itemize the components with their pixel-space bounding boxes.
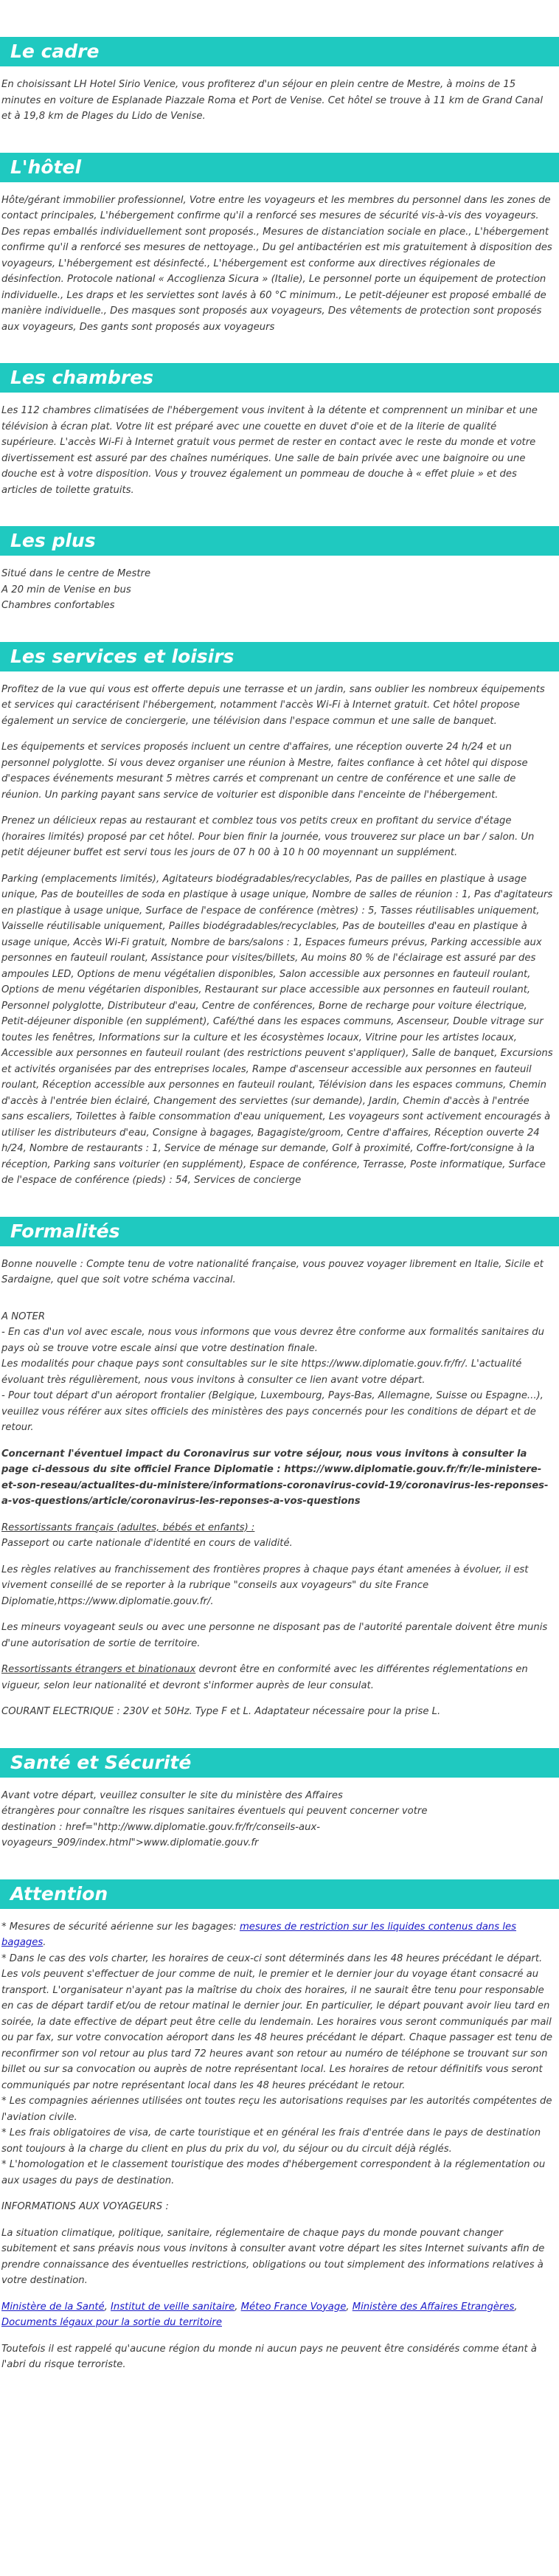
services-paragraph: Prenez un délicieux repas au restaurant et comblez tous vos petits creux en profitant du service d'étage (horaires limités) proposé par cet hôtel. Pour bien finir la journée, vous trouverez sur place un bar / salon. Un petit déjeuner buffet est servi tous les jours de 07 h 00 à 10 h 00 moyennant un supplément. [1,815,535,858]
info-text: La situation climatique, politique, sanitaire, réglementaire de chaque pays du monde pouvant changer subitement et sans préavis nous vous invitons à consulter avant votre départ les sites Internet suivants afin de prendre connaissance des éventuelles restrictions, obligations ou tout simplement des informations relatives à votre destination. [1,2227,545,2286]
attention-p1 [1,1919,553,1951]
section-title-attention: Attention [0,1879,559,1909]
section-title-cadre: Le cadre [0,37,559,66]
page [0,37,559,2373]
foreign-rest: devront être en conformité avec les différentes réglementations en vigueur, selon leur nationalité et devront s'informer auprès de leur consulat. [1,1664,528,1691]
link-ministere-sante[interactable]: Ministère de la Santé [1,2301,105,2313]
final-text: Toutefois il est rappelé qu'aucune région du monde ni aucun pays ne peuvent être considérés comme étant à l'abri du risque terroriste. [1,2343,537,2370]
electric-text: COURANT ELECTRIQUE : 230V et 50Hz. Type F et L. Adaptateur nécessaire pour la prise L. [1,1706,441,1717]
section-cadre [0,37,559,125]
section-title-chambres: Les chambres [0,363,559,393]
section-title-plus: Les plus [0,526,559,556]
chambres-text: Les 112 chambres climatisées de l'hébergement vous invitent à la détente et comprennent un minibar et une télévision à écran plat. Votre lit est préparé avec une couette en duvet d'oie et de la literie de qualité supérieure. L'accès Wi-Fi à Internet gratuit vous permet de rester en contact avec le reste du monde et votre divertissement est assuré par des chaînes numériques. Une salle de bain privée avec une baignoire ou une douche est à votre disposition. Vous y trouvez également un pommeau de douche à « effet pluie » et des articles de toilette gratuits. [1,405,538,496]
foreign-heading: Ressortissants étrangers et binationaux [1,1664,196,1675]
section-formalites [0,1217,559,1720]
plus-item: Chambres confortables [1,600,115,611]
plus-item: A 20 min de Venise en bus [1,584,131,595]
section-title-hotel: L'hôtel [0,153,559,182]
attention-p5: * L'homologation et le classement touristique des modes d'hébergement correspondent à la réglementation ou aux usages du pays de destination. [1,2159,546,2186]
attention-p2: * Dans le cas des vols charter, les horaires de ceux-ci sont déterminés dans les 48 heures précédant le départ. Les vols peuvent s'effectuer de jour comme de nuit, le premier et le dernier jour du voyage étant consacré au transport. L'organisateur n'ayant pas la maîtrise du choix des horaires, il ne saurait être tenu pour responsable en cas de départ tardif et/ou de retour matinal le dernier jour. En particulier, le départ pouvant avoir lieu tard en soirée, la date effective de départ peut être celle du lendemain. Les horaires vous seront communiqués par mail ou par fax, sur votre convocation aéroport dans les 48 heures précédant le départ. Chaque passager est tenu de reconfirmer son vol retour au plus tard 72 heures avant son retour au numéro de téléphone se trouvant sur son billet ou sur sa convocation ou auprès de notre représentant local. Les horaires de retour définitifs vous seront communiqués par notre représentant local dans les 48 heures précédant le retour. [1,1952,552,2091]
services-paragraph: Parking (emplacements limités), Agitateurs biodégradables/recyclables, Pas de pailles en plastique à usage unique, Pas de bouteilles de soda en plastique à usage unique, Nombre de salles de réunion : 1, Pas d'agitateurs en plastique à usage unique, Surface de l'espace de conférence (mètres) : 5, Tasses réutilisables uniquement, Vaisselle réutilisable uniquement, Pailles biodégradables/recyclables, Pas de bouteilles d'eau en plastique à usage unique, Accès Wi-Fi gratuit, Nombre de bars/salons : 1, Espaces fumeurs prévus, Parking accessible aux personnes en fauteuil roulant, Assistance pour visites/billets, Au moins 80 % de l'éclairage est assuré par des ampoules LED, Options de menu végétalien disponibles, Salon accessible aux personnes en fauteuil roulant, Options de menu végétarien disponibles, Restaurant sur place accessible aux personnes en fauteuil roulant, Personnel polyglotte, Distributeur d'eau, Centre de conférences, Borne de recharge pour voiture électrique, Petit-déjeuner disponible (en supplément), Café/thé dans les espaces communs, Ascenseur, Double vitrage sur toutes les fenêtres, Informations sur la culture et les écosystèmes locaux, Vitrine pour les artistes locaux, Accessible aux personnes en fauteuil roulant (des restrictions peuvent s'appliquer), Salle de banquet, Excursions et activités organisées par des entreprises locales, Rampe d'ascenseur accessible aux personnes en fauteuil roulant, Réception accessible aux personnes en fauteuil roulant, Télévision dans les espaces communs, Chemin d'accès à l'entrée bien éclairé, Changement des serviettes (sur demande), Jardin, Chemin d'accès à l'entrée sans escaliers, Toilettes à faible consommation d'eau uniquement, Les voyageurs sont activement encouragés à utiliser les distributeurs d'eau, Consigne à bagages, Bagagiste/groom, Centre d'affaires, Réception ouverte 24 h/24, Nombre de restaurants : 1, Service de ménage sur demande, Golf à proximité, Coffre-fort/consigne à la réception, Parking sans voiturier (en supplément), Espace de conférence, Terrasse, Poste informatique, Surface de l'espace de conférence (pieds) : 54, Services de concierge [1,873,553,1186]
link-affaires-etrangeres[interactable]: Ministère des Affaires Etrangères [352,2301,515,2313]
foreign-text [1,1662,553,1693]
note-line: - Pour tout départ d'un aéroport frontalier (Belgique, Luxembourg, Pays-Bas, Allemagne, Suisse ou Espagne...), veuillez vous référer aux sites officiels des ministères des pays concernés pour les conditions de départ et de retour. [1,1390,544,1433]
link-meteo-france[interactable]: Méteo France Voyage [240,2301,347,2313]
services-paragraph: Profitez de la vue qui vous est offerte depuis une terrasse et un jardin, sans oublier les nombreux équipements et services qui caractérisent l'hébergement, notamment l'accès Wi-Fi à Internet gratuit. Cet hôtel propose également un service de conciergerie, une télévision dans l'espace commun et une salle de banquet. [1,683,545,727]
fr-heading: Ressortissants français (adultes, bébés et enfants) : [1,1522,255,1533]
section-hotel [0,153,559,336]
formalites-intro: Bonne nouvelle : Compte tenu de votre nationalité française, vous pouvez voyager librement en Italie, Sicile et Sardaigne, quel que soit votre schéma vaccinal. [1,1258,544,1285]
attention-p1-prefix: * Mesures de sécurité aérienne sur les bagages: [1,1921,240,1933]
note-line: - En cas d'un vol avec escale, nous vous informons que vous devrez être conforme aux formalités sanitaires du pays où se trouve votre escale ainsi que votre destination finale. [1,1327,545,1354]
link-documents-legaux[interactable]: Documents légaux pour la sortie du territoire [1,2317,222,2328]
minors-text: Les mineurs voyageant seuls ou avec une personne ne disposant pas de l'autorité parentale doivent être munis d'une autorisation de sortie de territoire. [1,1622,548,1649]
plus-item: Situé dans le centre de Mestre [1,568,151,579]
note-heading: A NOTER [1,1311,46,1322]
attention-p3: * Les compagnies aériennes utilisées ont toutes reçu les autorisations requises par les autorités compétentes de l'aviation civile. [1,2096,552,2123]
section-services [0,642,559,1189]
attention-p4: * Les frais obligatoires de visa, de carte touristique et en général les frais d'entrée dans le pays de destination sont toujours à la charge du client en plus du prix du vol, du séjour ou du circuit déjà réglés. [1,2127,541,2155]
info-links: Ministère de la Santé, Institut de veille sanitaire, Méteo France Voyage, Ministère des Affaires Etrangères, Documents légaux pour la sortie du territoire [1,2301,518,2328]
section-plus [0,526,559,614]
hotel-text: Hôte/gérant immobilier professionnel, Votre entre les voyageurs et les membres du personnel dans les zones de contact principales, L'hébergement confirme qu'il a renforcé ses mesures de sécurité vis-à-vis des voyageurs. Des repas emballés individuellement sont proposés., Mesures de distanciation sociale en place., L'hébergement confirme qu'il a renforcé ses mesures de nettoyage., Du gel antibactérien est mis gratuitement à disposition des voyageurs, L'hébergement est désinfecté., L'hébergement est conforme aux directives régionales de désinfection. Protocole national « Accoglienza Sicura » (Italie), Le personnel porte un équipement de protection individuelle., Les draps et les serviettes sont lavés à 60 °C minimum., Le petit-déjeuner est proposé emballé de manière individuelle., Des masques sont proposés aux voyageurs, Des vêtements de protection sont proposés aux voyageurs, Des gants sont proposés aux voyageurs [1,194,552,333]
cadre-text: En choisissant LH Hotel Sirio Venice, vous profiterez d'un séjour en plein centre de Mestre, à moins de 15 minutes en voiture de Esplanade Piazzale Roma et Port de Venise. Cet hôtel se trouve à 11 km de Grand Canal et à 19,8 km de Plages du Lido de Venise. [1,79,543,122]
section-title-sante: Santé et Sécurité [0,1748,559,1778]
attention-p1-suffix: . [43,1937,46,1948]
info-heading: INFORMATIONS AUX VOYAGEURS : [1,2201,169,2212]
covid-notice: Concernant l'éventuel impact du Coronavirus sur votre séjour, nous vous invitons à consulter la page ci-dessous du site officiel France Diplomatie : https://www.diplomatie.gouv.fr/fr/le-ministere-et-son-reseau/actualites-du-ministere/informations-coronavirus-covid-19/coronavirus-les-reponses-a-vos-questions/article/coronavirus-les-reponses-a-vos-questions [1,1448,549,1507]
sante-line: étrangères pour connaître les risques sanitaires éventuels qui peuvent concerner votre [1,1806,428,1817]
sante-line: destination : href="http://www.diplomatie.gouv.fr/fr/conseils-aux-voyageurs_909/index.html">www.diplomatie.gouv.fr [1,1821,321,1848]
services-paragraph: Les équipements et services proposés incluent un centre d'affaires, une réception ouverte 24 h/24 et un personnel polyglotte. Si vous devez organiser une réunion à Mestre, faites confiance à cet hôtel qui dispose d'espaces événements mesurant 5 mètres carrés et comprenant un centre de conférence et une salle de réunion. Un parking payant sans service de voiturier est disponible dans l'enceinte de l'hébergement. [1,742,528,801]
rules-text: Les règles relatives au franchissement des frontières propres à chaque pays étant amenées à évoluer, il est vivement conseillé de se reporter à la rubrique "conseils aux voyageurs" du site France Diplomatie,https://www.diplomatie.gouv.fr/. [1,1564,529,1607]
section-title-formalites: Formalités [0,1217,559,1246]
section-attention [0,1879,559,2373]
sante-line: Avant votre départ, veuillez consulter le site du ministère des Affaires [1,1789,343,1801]
fr-text: Passeport ou carte nationale d'identité en cours de validité. [1,1538,293,1549]
section-sante [0,1748,559,1851]
note-line: Les modalités pour chaque pays sont consultables sur le site https://www.diplomatie.gouv.fr/fr/. L'actualité évoluant très régulièrement, nous vous invitons à consulter ce lien avant votre départ. [1,1358,522,1386]
link-institut-veille[interactable]: Institut de veille sanitaire [111,2301,235,2313]
section-title-services: Les services et loisirs [0,642,559,671]
section-chambres [0,363,559,498]
liquids-restriction-link[interactable]: mesures de restriction sur les liquides contenus dans les bagages [1,1921,516,1948]
